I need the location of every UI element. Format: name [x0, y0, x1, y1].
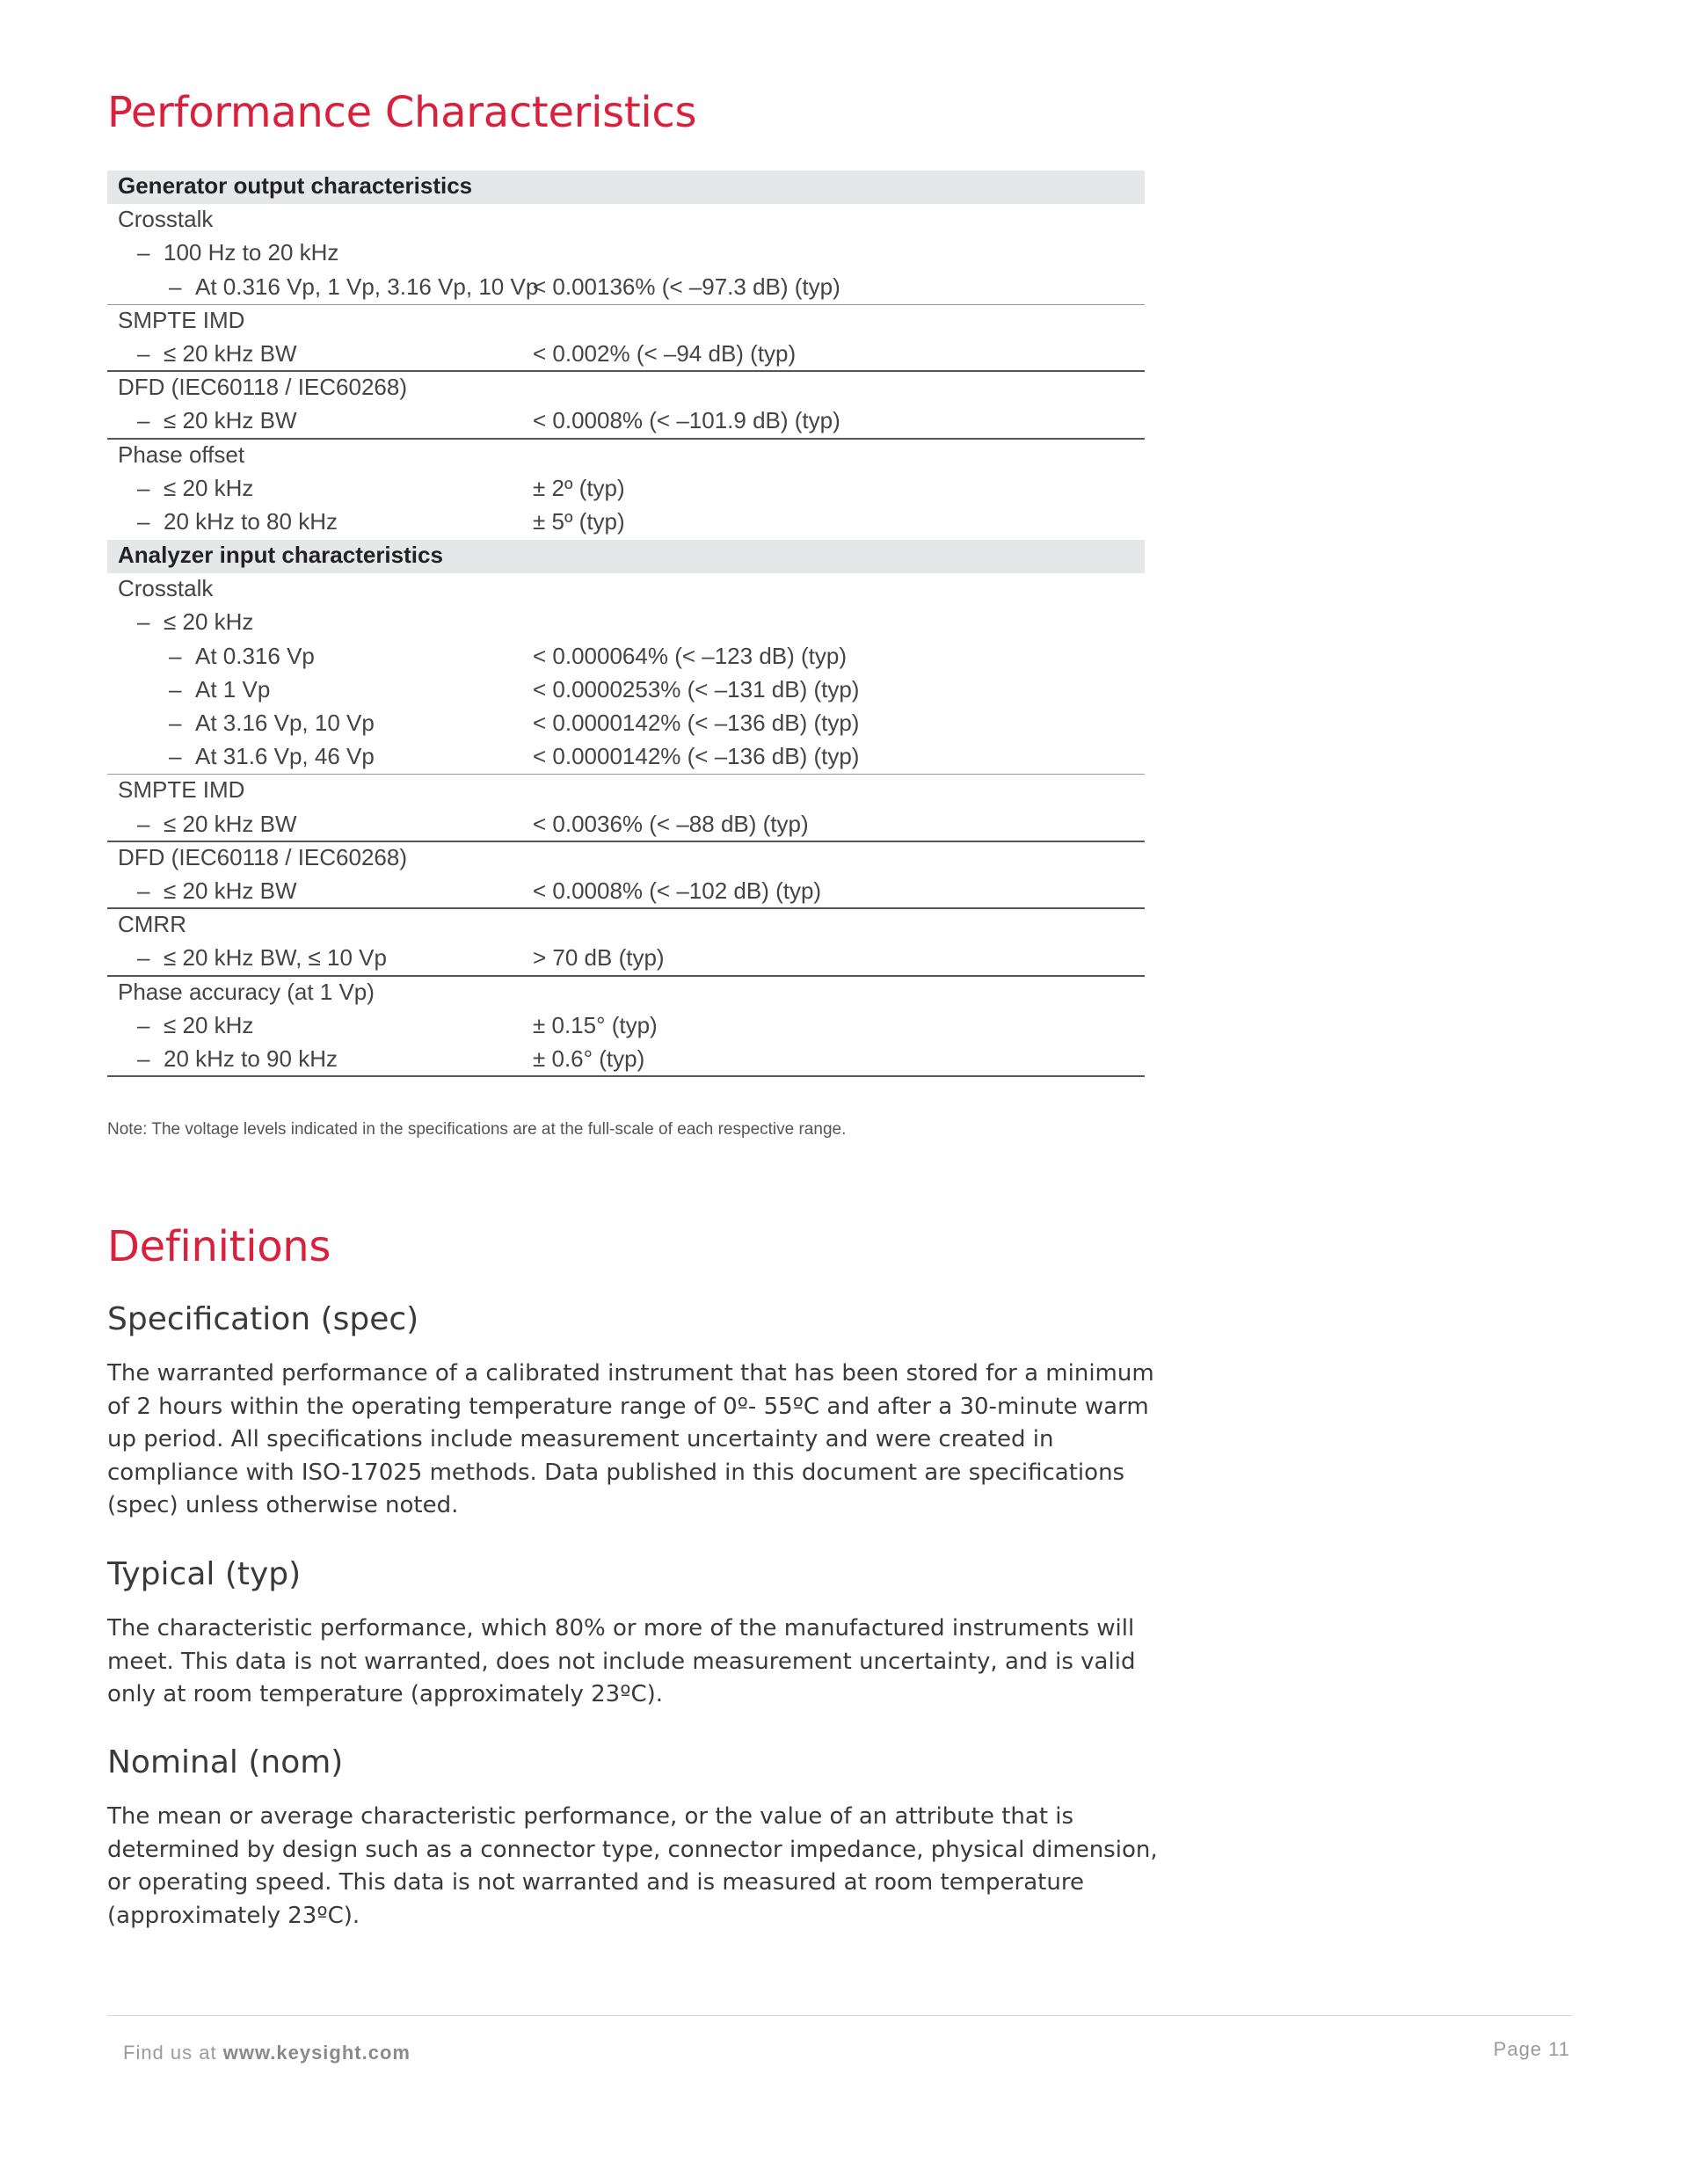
row-label — [137, 877, 297, 905]
table-row — [107, 405, 1145, 439]
row-label-text: DFD (IEC60118 / IEC60268) — [118, 374, 407, 401]
row-label-text: Phase accuracy (at 1 Vp) — [118, 978, 375, 1005]
footer-website-link[interactable]: www.keysight.com — [222, 2042, 411, 2064]
dash-bullet: – — [137, 474, 150, 501]
row-label — [137, 340, 297, 368]
row-label — [169, 273, 538, 301]
table-row — [107, 809, 1145, 842]
row-label — [137, 407, 297, 434]
table-row — [107, 305, 1145, 339]
table-row — [107, 1010, 1145, 1044]
row-label-text: SMPTE IMD — [118, 776, 245, 804]
row-label — [118, 911, 186, 938]
row-label — [137, 1045, 338, 1073]
dash-bullet: – — [169, 642, 182, 669]
row-value: < 0.0000253% (< –131 dB) (typ) — [533, 675, 860, 703]
footer-find-us — [123, 2042, 411, 2064]
spec-heading: Specification (spec) — [107, 1301, 419, 1337]
row-label — [118, 206, 213, 233]
row-label-text: ≤ 20 kHz BW — [164, 810, 297, 837]
row-value: < 0.002% (< –94 dB) (typ) — [533, 339, 797, 367]
row-value: < 0.0000142% (< –136 dB) (typ) — [533, 710, 860, 736]
row-label-text: 20 kHz to 80 kHz — [164, 507, 338, 535]
row-label — [137, 608, 253, 636]
row-label-text: ≤ 20 kHz — [164, 608, 254, 636]
table-row — [107, 977, 1145, 1010]
table-row — [107, 573, 1145, 607]
footer-divider — [107, 2015, 1572, 2016]
row-label-text: ≤ 20 kHz BW, ≤ 10 Vp — [164, 944, 387, 972]
row-value: < 0.0036% (< –88 dB) (typ) — [533, 810, 809, 837]
table-row — [107, 440, 1145, 473]
performance-spec-table — [107, 171, 1145, 1077]
table-row — [107, 204, 1145, 237]
row-label — [169, 743, 375, 770]
row-label-text: Phase offset — [118, 440, 245, 468]
row-label-text: Crosstalk — [118, 206, 214, 233]
table-row — [107, 473, 1145, 506]
row-label-text: Generator output characteristics — [118, 172, 473, 199]
row-value: ± 2º (typ) — [533, 474, 625, 501]
row-label — [137, 239, 338, 266]
row-label — [118, 776, 244, 804]
typ-heading: Typical (typ) — [107, 1556, 302, 1592]
table-row — [107, 372, 1145, 405]
table-row — [107, 1044, 1145, 1077]
row-label-text: 20 kHz to 90 kHz — [164, 1045, 338, 1072]
row-label-text: At 1 Vp — [195, 675, 271, 703]
dash-bullet: – — [169, 273, 182, 300]
row-label — [137, 811, 297, 838]
table-row — [107, 842, 1145, 876]
dash-bullet: – — [137, 944, 150, 972]
dash-bullet: – — [137, 608, 150, 636]
row-value: > 70 dB (typ) — [533, 944, 665, 972]
dash-bullet: – — [169, 743, 182, 770]
dash-bullet: – — [169, 675, 182, 703]
table-row — [107, 674, 1145, 708]
table-row — [107, 506, 1145, 540]
table-row — [107, 775, 1145, 808]
row-label — [169, 710, 375, 737]
row-label-text: CMRR — [118, 911, 186, 938]
row-label-text: ≤ 20 kHz BW — [164, 407, 297, 434]
row-label-text: At 3.16 Vp, 10 Vp — [195, 710, 375, 736]
nom-text: The mean or average characteristic performance, or the value of an attribute that is determined by design such as a connector type, connector impedance, physical dimension, or operating speed. This data is not warranted and is measured at room temperature (approximately 23ºC). — [107, 1803, 1158, 1929]
dash-bullet: – — [137, 239, 150, 266]
table-row — [107, 339, 1145, 372]
row-label — [137, 944, 387, 972]
row-label-text: Crosstalk — [118, 575, 214, 602]
table-note: Note: The voltage levels indicated in the specifications are at the full-scale of each respective range. — [107, 1120, 847, 1139]
row-value: < 0.000064% (< –123 dB) (typ) — [533, 642, 848, 669]
row-label-text: ≤ 20 kHz — [164, 474, 254, 501]
dash-bullet: – — [137, 1045, 150, 1072]
row-label — [169, 676, 270, 703]
table-section-header — [107, 171, 1145, 204]
row-label-text: SMPTE IMD — [118, 306, 245, 333]
dash-bullet: – — [137, 507, 150, 535]
nom-heading: Nominal (nom) — [107, 1744, 344, 1780]
table-row — [107, 909, 1145, 943]
table-row — [107, 641, 1145, 674]
row-label — [169, 643, 315, 670]
table-row — [107, 943, 1145, 976]
row-label-text: Analyzer input characteristics — [118, 542, 443, 569]
row-label — [137, 475, 253, 502]
row-label-text: At 31.6 Vp, 46 Vp — [195, 743, 375, 770]
row-label-text: 100 Hz to 20 kHz — [164, 239, 339, 266]
table-row — [107, 272, 1145, 305]
row-label-text: At 0.316 Vp, 1 Vp, 3.16 Vp, 10 Vp — [195, 273, 539, 300]
row-label — [118, 307, 244, 334]
dash-bullet: – — [137, 877, 150, 904]
row-label-text: ≤ 20 kHz — [164, 1011, 254, 1038]
dash-bullet: – — [137, 407, 150, 434]
table-row — [107, 607, 1145, 640]
row-label-text: ≤ 20 kHz BW — [164, 877, 297, 904]
row-label-text: At 0.316 Vp — [195, 642, 315, 669]
row-label — [118, 172, 472, 200]
row-value: < 0.0000142% (< –136 dB) (typ) — [533, 743, 860, 770]
typ-text: The characteristic performance, which 80% or more of the manufactured instruments will meet. This data is not warranted, does not include measurement uncertainty, and is valid only at room temperature (approximately 23ºC). — [107, 1615, 1136, 1708]
dash-bullet: – — [137, 810, 150, 837]
row-value: ± 5º (typ) — [533, 507, 625, 535]
row-value: < 0.00136% (< –97.3 dB) (typ) — [533, 273, 840, 300]
row-value: ± 0.6° (typ) — [533, 1045, 645, 1072]
page-number: Page 11 — [1493, 2038, 1570, 2060]
page-title: Performance Characteristics — [107, 88, 697, 137]
row-label — [118, 374, 407, 401]
dash-bullet: – — [137, 1011, 150, 1038]
table-row — [107, 237, 1145, 271]
row-label — [118, 441, 244, 469]
table-row — [107, 876, 1145, 909]
table-row — [107, 741, 1145, 775]
definitions-title: Definitions — [107, 1222, 331, 1271]
table-section-header — [107, 540, 1145, 573]
row-value: < 0.0008% (< –101.9 dB) (typ) — [533, 407, 840, 434]
row-label — [118, 844, 407, 871]
row-value: < 0.0008% (< –102 dB) (typ) — [533, 877, 822, 904]
row-label — [118, 575, 213, 602]
row-label — [118, 542, 443, 569]
table-row — [107, 708, 1145, 741]
row-value: ± 0.15° (typ) — [533, 1011, 658, 1038]
row-label — [137, 508, 338, 535]
footer-find-us-label: Find us at — [123, 2042, 217, 2064]
row-label — [118, 979, 375, 1006]
spec-text: The warranted performance of a calibrated instrument that has been stored for a minimum of 2 hours within the operating temperature range of 0º- 55ºC and after a 30-minute warm up period. All specifications include measurement uncertainty and were created in compliance with ISO-17025 methods. Data published in this document are specifications (spec) unless otherwise noted. — [107, 1360, 1154, 1519]
row-label-text: ≤ 20 kHz BW — [164, 339, 297, 367]
row-label-text: DFD (IEC60118 / IEC60268) — [118, 843, 407, 870]
dash-bullet: – — [169, 710, 182, 736]
dash-bullet: – — [137, 339, 150, 367]
row-label — [137, 1012, 253, 1039]
